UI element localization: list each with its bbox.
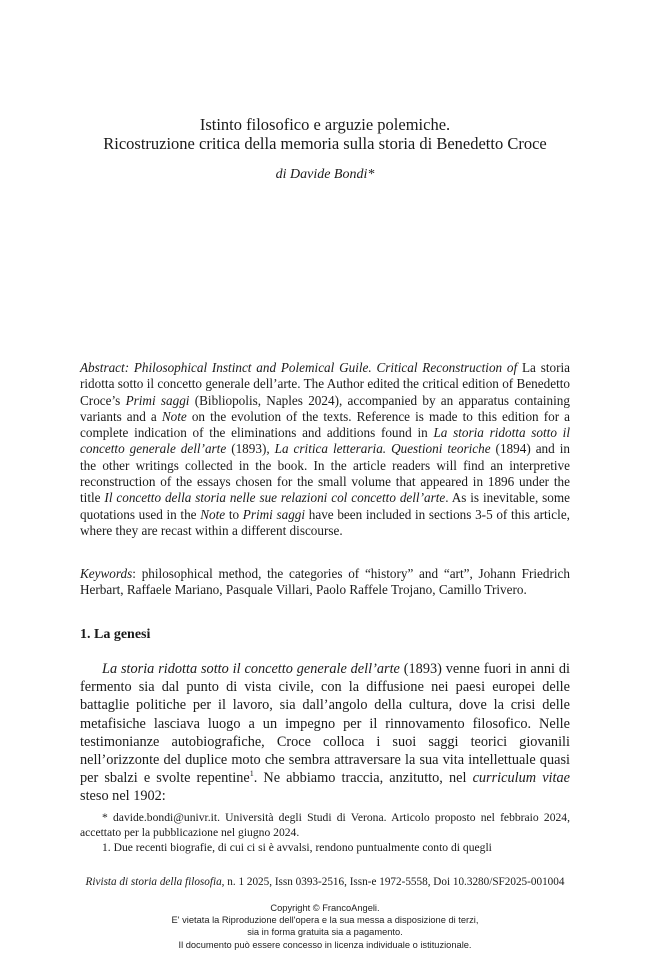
body-italic: curriculum vitae bbox=[472, 770, 570, 787]
abstract-italic: Il concetto della storia nelle sue relazioni col concetto dell’arte bbox=[104, 490, 446, 506]
body-text: steso nel 1902: bbox=[80, 788, 166, 805]
journal-citation bbox=[80, 876, 570, 888]
section-heading: 1. La genesi bbox=[80, 627, 151, 642]
abstract-text: (Bibliopolis, Naples 2024), accompanied by an apparatus containing variants and a bbox=[80, 392, 570, 424]
keywords-paragraph bbox=[80, 566, 570, 599]
abstract-text: . As is inevitable, some quotations used in the bbox=[80, 490, 571, 522]
abstract-italic: Primi saggi bbox=[125, 392, 190, 408]
abstract-text: (1894) and in the other writings collected in the book. In the article readers will find an interpretive reconstruction of the essays chosen for the small volume that appeared in 1896 under the title bbox=[80, 441, 570, 506]
abstract-paragraph bbox=[80, 360, 570, 539]
footnote-1: 1. Due recenti biografie, di cui ci si è avvalsi, rendono puntualmente conto di quegli bbox=[102, 841, 492, 854]
footnote-ref[interactable]: 1 bbox=[249, 769, 254, 779]
body-italic: La storia ridotta sotto il concetto generale dell’arte bbox=[102, 661, 400, 677]
abstract-text: have been included in sections 3-5 of this article, where they are recast within a different discourse. bbox=[80, 506, 570, 538]
abstract-italic: Note bbox=[200, 506, 226, 522]
keywords-text: : philosophical method, the categories of “history” and “art”, Johann Friedrich Herbart, Raffaele Mariano, Pasquale Villari, Paolo Raffele Trojano, Camillo Trivero. bbox=[80, 566, 570, 598]
abstract-label: Abstract: Philosophical Instinct and Polemical Guile. Critical Reconstruction of bbox=[80, 360, 518, 375]
journal-details: , n. 1 2025, Issn 0393-2516, Issn-e 1972-5558, Doi 10.3280/SF2025-001004 bbox=[221, 876, 565, 888]
body-text: (1893) venne fuori in anni di fermento sia dal punto di vista civile, con la diffusione nei paesi europei delle battaglie politiche per il lavoro, sia dall’angolo della cultura, dove la crisi delle metafisiche lasciava luogo a un impegno per il rinnovamento filosofico. Nelle testimonianze autobiografiche, Croce colloca i suoi saggi teorici giovanili nell’orizzonte del duplice moto che sembra attraversare la sua vita intellettuale quasi per sbalzi e svolte repentine bbox=[80, 661, 570, 787]
article-title bbox=[60, 115, 590, 153]
body-paragraph bbox=[80, 660, 570, 806]
abstract-italic: Primi saggi bbox=[242, 506, 306, 522]
copyright-notice bbox=[0, 902, 650, 951]
abstract-italic: La critica letteraria. Questioni teoriche bbox=[274, 441, 491, 457]
footnotes bbox=[80, 811, 570, 857]
abstract-text: on the evolution of the texts. Reference is made to this edition for a complete indication of the eliminations and additions found in bbox=[80, 408, 570, 441]
author-byline: di Davide Bondi* bbox=[275, 167, 375, 182]
keywords-label: Keywords bbox=[80, 566, 133, 581]
title-line-1: Istinto filosofico e arguzie polemiche. bbox=[199, 115, 451, 134]
footnote-author: * davide.bondi@univr.it. Università degli Studi di Verona. Articolo proposto nel febbraio 2024, accettato per la pubblicazione nel giugno 2024. bbox=[80, 811, 570, 839]
journal-name: Rivista di storia della filosofia bbox=[85, 876, 222, 888]
copyright-line: Il documento può essere concesso in licenza individuale o istituzionale. bbox=[178, 939, 472, 950]
body-text: . Ne abbiamo traccia, anzitutto, nel bbox=[253, 770, 473, 787]
copyright-line: sia in forma gratuita sia a pagamento. bbox=[247, 927, 403, 938]
abstract-italic: Note bbox=[161, 408, 187, 424]
title-line-2: Ricostruzione critica della memoria sulla storia di Benedetto Croce bbox=[103, 134, 547, 153]
abstract-text: to bbox=[225, 506, 243, 522]
copyright-line: E' vietata la Riproduzione dell'opera e la sua messa a disposizione di terzi, bbox=[171, 915, 479, 926]
abstract-text: La storia ridotta sotto il concetto generale dell’arte. The Author edited the critical edition of Benedetto Croce’s bbox=[80, 360, 570, 408]
abstract-italic: La storia ridotta sotto il concetto generale dell’arte bbox=[80, 425, 571, 457]
copyright-line: Copyright © FrancoAngeli. bbox=[270, 903, 380, 913]
abstract-text: (1893), bbox=[226, 441, 275, 457]
